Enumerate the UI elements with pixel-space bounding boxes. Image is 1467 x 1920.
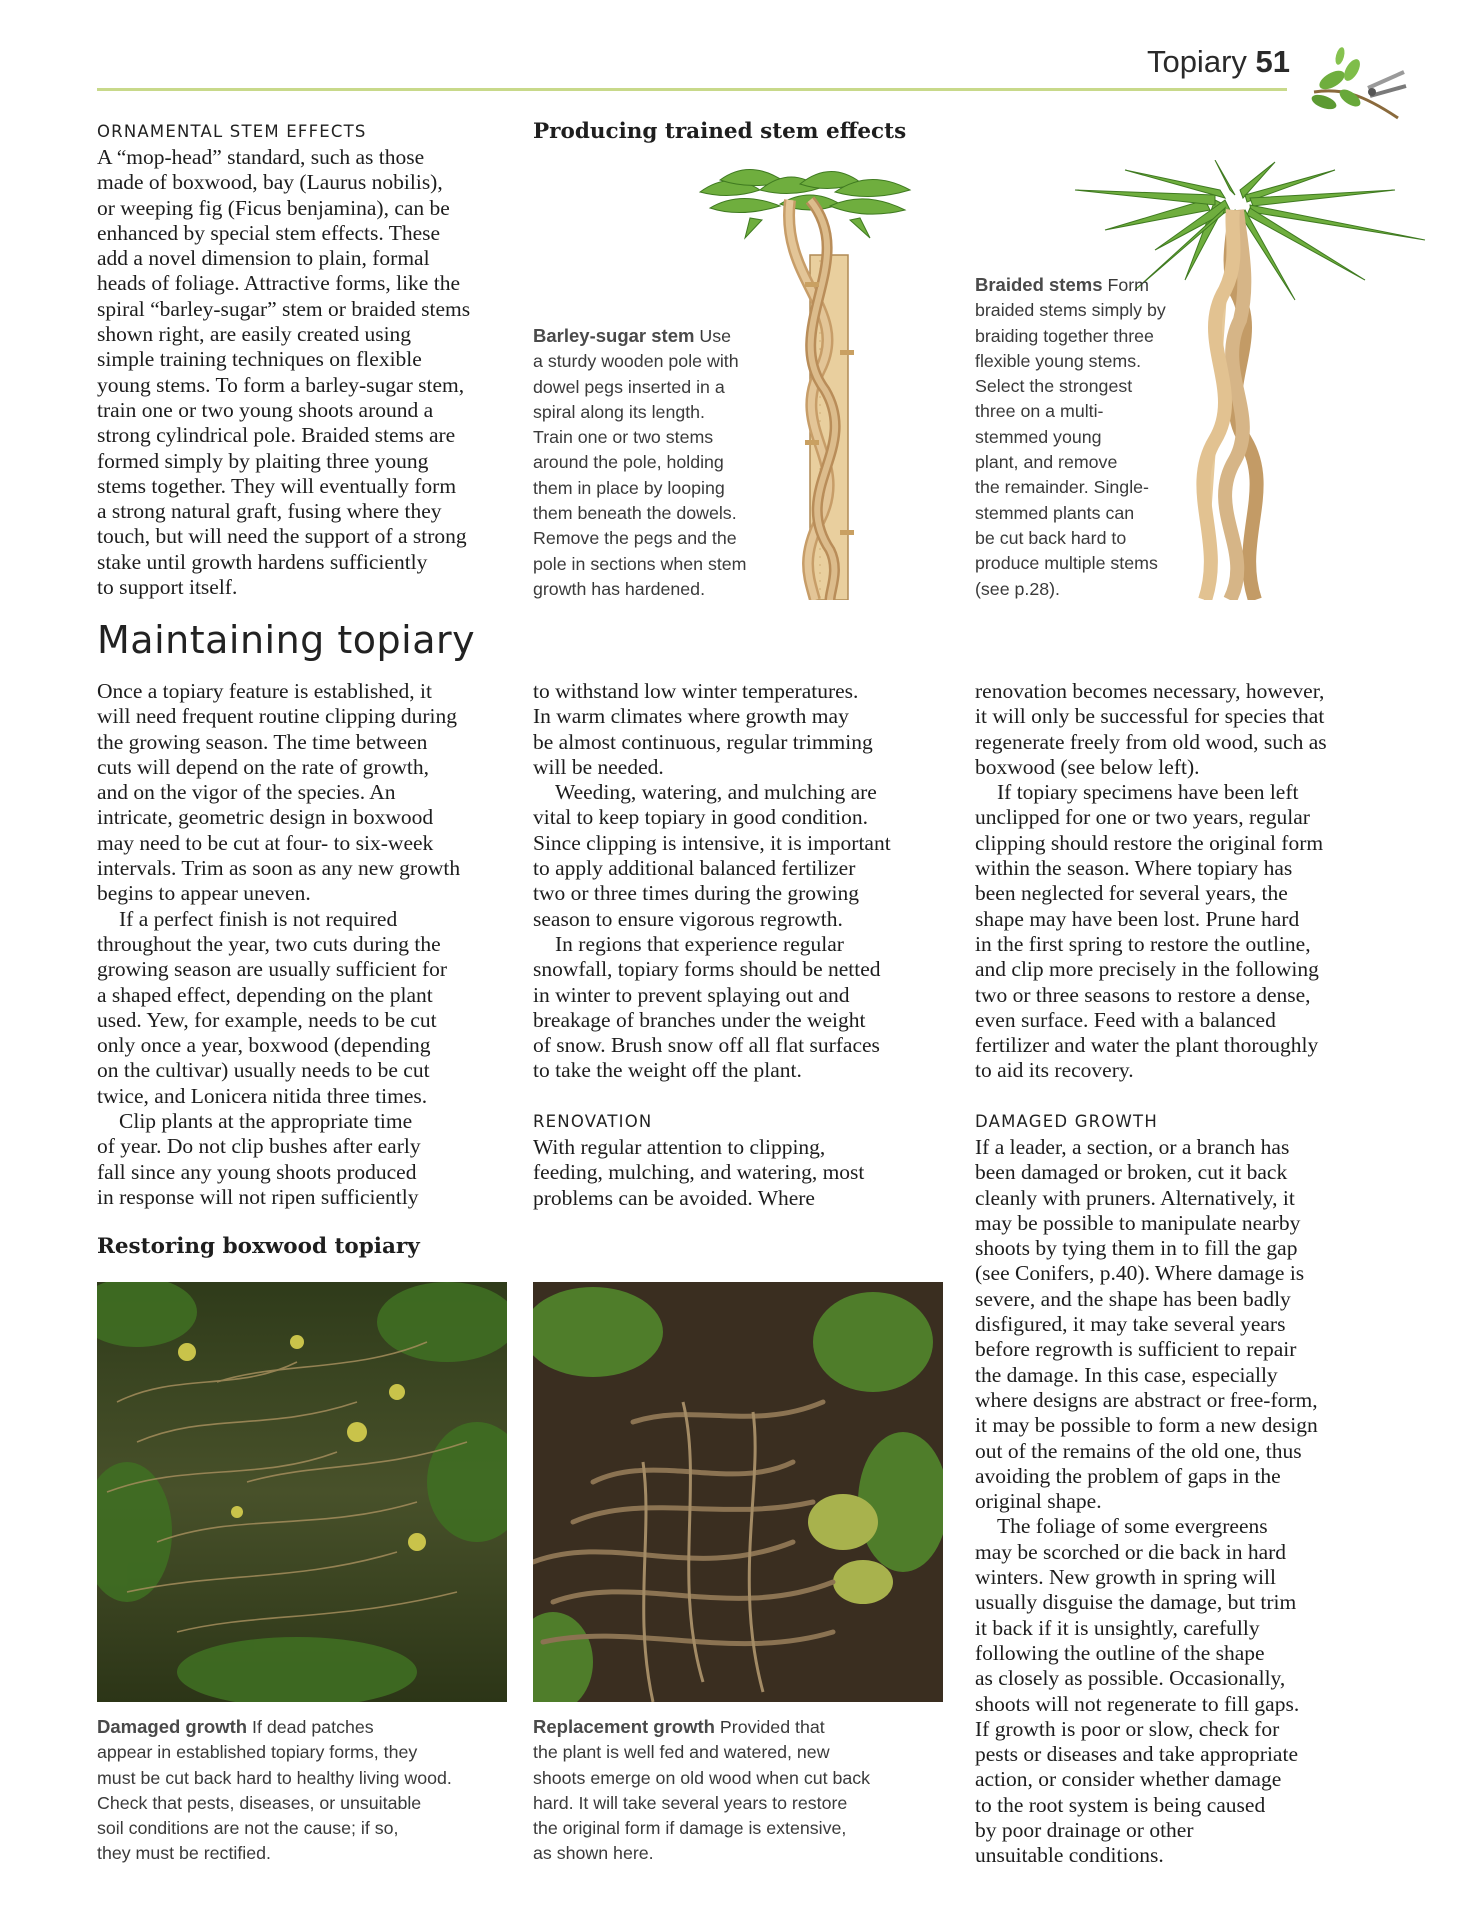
maintaining-col3-line: and clip more precisely in the following xyxy=(975,957,1319,982)
damaged-growth-line: pests or diseases and take appropriate xyxy=(975,1742,1298,1767)
barley-sugar-line: Remove the pegs and the xyxy=(533,528,737,549)
replacement-growth-text xyxy=(533,1717,870,1863)
maintaining-col3-line: within the season. Where topiary has xyxy=(975,856,1293,881)
damaged-growth-line: If growth is poor or slow, check for xyxy=(975,1716,1280,1741)
header-rule xyxy=(97,88,1287,91)
maintaining-col3-line: been neglected for several years, the xyxy=(975,881,1288,906)
damaged-growth-line: shoots by tying them in to fill the gap xyxy=(975,1236,1298,1261)
section-title: Topiary xyxy=(1146,44,1247,79)
damaged-growth-line: where designs are abstract or free-form, xyxy=(975,1387,1318,1412)
braided-stems-line: braided stems simply by xyxy=(975,300,1166,321)
damaged-growth-lead: Damaged growth xyxy=(97,1716,248,1737)
maintaining-col1-line: begins to appear uneven. xyxy=(97,881,311,906)
maintaining-col3-line: clipping should restore the original form xyxy=(975,830,1324,855)
damaged-growth-photo xyxy=(97,1282,507,1702)
renovation-line: With regular attention to clipping, xyxy=(533,1135,826,1159)
ornamental-line: stake until growth hardens sufficiently xyxy=(97,549,428,574)
damaged-growth-line: by poor drainage or other xyxy=(975,1818,1194,1843)
maintaining-col3-line: renovation becomes necessary, however, xyxy=(975,679,1325,703)
braided-stems-line: flexible young stems. xyxy=(975,350,1142,371)
maintaining-col1-paragraph xyxy=(97,1109,517,1210)
maintaining-col3-line: fertilizer and water the plant thoroughly xyxy=(975,1033,1319,1058)
maintaining-col2-line: of snow. Brush snow off all flat surfaces xyxy=(533,1033,880,1058)
page-number: 51 xyxy=(1255,44,1290,79)
damaged-growth-line: cleanly with pruners. Alternatively, it xyxy=(975,1185,1295,1210)
maintaining-col3-paragraph xyxy=(975,780,1395,1084)
barley-sugar-line: pole in sections when stem xyxy=(533,553,747,574)
damaged-growth-paragraph xyxy=(975,1514,1395,1868)
damaged-growth-heading: DAMAGED GROWTH xyxy=(975,1112,1158,1131)
damaged-growth-line: action, or consider whether damage xyxy=(975,1767,1282,1792)
damaged-growth-line: The foliage of some evergreens xyxy=(997,1514,1268,1539)
replacement-growth-photo xyxy=(533,1282,943,1702)
damaged-growth-paragraph xyxy=(975,1135,1395,1514)
ornamental-line: a strong natural graft, fusing where they xyxy=(97,499,442,524)
maintaining-col2-line: in winter to prevent splaying out and xyxy=(533,982,850,1007)
damaged-growth-line: (see Conifers, p.40). Where damage is xyxy=(975,1261,1305,1286)
maintaining-col2-line: to withstand low winter temperatures. xyxy=(533,679,859,703)
barley-sugar-line: them beneath the dowels. xyxy=(533,503,737,524)
maintaining-col1-line: used. Yew, for example, needs to be cut xyxy=(97,1007,437,1032)
barley-sugar-line: Train one or two stems xyxy=(533,427,714,448)
maintaining-col3-line: shape may have been lost. Prune hard xyxy=(975,906,1300,931)
maintaining-col1-line: and on the vigor of the species. An xyxy=(97,780,396,805)
maintaining-col3-line: two or three seasons to restore a dense, xyxy=(975,982,1311,1007)
maintaining-column-2 xyxy=(533,679,953,1084)
damaged-growth-line: may be possible to manipulate nearby xyxy=(975,1210,1301,1235)
damaged-growth-line: unsuitable conditions. xyxy=(975,1843,1164,1868)
maintaining-col3-line: boxwood (see below left). xyxy=(975,754,1200,779)
ornamental-line: strong cylindrical pole. Braided stems are xyxy=(97,423,456,448)
damaged-growth-line: original shape. xyxy=(975,1489,1102,1514)
maintaining-col2-line: to take the weight off the plant. xyxy=(533,1058,802,1083)
maintaining-column-3 xyxy=(975,679,1395,1084)
renovation-heading: RENOVATION xyxy=(533,1112,653,1131)
ornamental-line: stems together. They will eventually form xyxy=(97,473,457,498)
maintaining-col1-line: growing season are usually sufficient for xyxy=(97,957,448,982)
replacement-growth-caption xyxy=(533,1714,953,1867)
maintaining-col2-line: In regions that experience regular xyxy=(555,931,844,956)
maintaining-col1-line: intricate, geometric design in boxwood xyxy=(97,805,434,830)
pruner-and-leaf-icon xyxy=(1302,36,1412,128)
barley-sugar-caption xyxy=(533,323,783,602)
maintaining-col1-line: Clip plants at the appropriate time xyxy=(119,1109,413,1134)
barley-sugar-line: Use xyxy=(699,326,732,346)
braided-stems-line: stemmed plants can xyxy=(975,502,1135,523)
maintaining-col1-line: of year. Do not clip bushes after early xyxy=(97,1134,421,1159)
maintaining-col2-line: Weeding, watering, and mulching are xyxy=(555,780,877,805)
braided-stems-text xyxy=(975,275,1166,599)
replacement-growth-caption-line: Provided that xyxy=(719,1717,825,1737)
maintaining-col3-line: unclipped for one or two years, regular xyxy=(975,805,1310,830)
ornamental-line: touch, but will need the support of a strong xyxy=(97,524,467,549)
maintaining-col3-line: to aid its recovery. xyxy=(975,1058,1134,1083)
barley-sugar-line: dowel pegs inserted in a xyxy=(533,376,725,397)
ornamental-line: spiral “barley-sugar” stem or braided stems xyxy=(97,296,471,321)
damaged-growth-line: avoiding the problem of gaps in the xyxy=(975,1463,1281,1488)
damaged-growth-caption-line: they must be rectified. xyxy=(97,1843,271,1864)
ornamental-line: or weeping fig (Ficus benjamina), can be xyxy=(97,195,450,220)
renovation-body xyxy=(533,1135,953,1211)
renovation-line: problems can be avoided. Where xyxy=(533,1185,815,1210)
damaged-growth-line: usually disguise the damage, but trim xyxy=(975,1590,1297,1615)
ornamental-line: enhanced by special stem effects. These xyxy=(97,220,441,245)
maintaining-col3-line: regenerate freely from old wood, such as xyxy=(975,729,1327,754)
maintaining-column-1 xyxy=(97,679,517,1210)
maintaining-col2-line: two or three times during the growing xyxy=(533,881,860,906)
braided-stems-line: be cut back hard to xyxy=(975,527,1127,548)
damaged-growth-line: shoots will not regenerate to fill gaps. xyxy=(975,1691,1300,1716)
damaged-growth-line: disfigured, it may take several years xyxy=(975,1312,1286,1337)
braided-stems-line: (see p.28). xyxy=(975,578,1060,599)
maintaining-col3-line: in the first spring to restore the outline, xyxy=(975,931,1311,956)
renovation-line: feeding, mulching, and watering, most xyxy=(533,1160,865,1185)
damaged-growth-line: If a leader, a section, or a branch has xyxy=(975,1135,1290,1159)
replacement-growth-caption-line: the plant is well fed and watered, new xyxy=(533,1742,830,1763)
ornamental-line: shown right, are easily created using xyxy=(97,322,412,347)
damaged-growth-line: out of the remains of the old one, thus xyxy=(975,1438,1302,1463)
barley-sugar-line: a sturdy wooden pole with xyxy=(533,351,739,372)
maintaining-col1-line: fall since any young shoots produced xyxy=(97,1159,417,1184)
damaged-growth-caption-line: Check that pests, diseases, or unsuitable xyxy=(97,1792,422,1813)
replacement-growth-caption-line: as shown here. xyxy=(533,1843,654,1864)
braided-stems-caption xyxy=(975,272,1225,602)
braided-stems-line: stemmed young xyxy=(975,426,1102,447)
damaged-growth-line: to the root system is being caused xyxy=(975,1792,1266,1817)
ornamental-line: to support itself. xyxy=(97,575,238,600)
ornamental-line: add a novel dimension to plain, formal xyxy=(97,246,430,271)
maintaining-col2-line: be almost continuous, regular trimming xyxy=(533,729,873,754)
maintaining-col1-line: may need to be cut at four- to six-week xyxy=(97,830,434,855)
maintaining-col1-line: in response will not ripen sufficiently xyxy=(97,1184,419,1209)
braided-stems-line: the remainder. Single- xyxy=(975,477,1149,498)
damaged-growth-caption-line: appear in established topiary forms, they xyxy=(97,1742,418,1763)
maintaining-col1-line: intervals. Trim as soon as any new growth xyxy=(97,856,461,881)
replacement-growth-lead: Replacement growth xyxy=(533,1716,715,1737)
maintaining-col2-line: Since clipping is intensive, it is important xyxy=(533,830,891,855)
trained-heading: Producing trained stem effects xyxy=(533,119,907,144)
maintaining-col1-line: throughout the year, two cuts during the xyxy=(97,931,441,956)
barley-sugar-line: them in place by looping xyxy=(533,477,725,498)
maintaining-col2-paragraph xyxy=(533,932,953,1084)
braided-stems-line: Select the strongest xyxy=(975,376,1133,397)
damaged-growth-caption-line: If dead patches xyxy=(252,1717,374,1737)
maintaining-col3-paragraph xyxy=(975,679,1395,780)
damaged-growth-line: the damage. In this case, especially xyxy=(975,1362,1278,1387)
ornamental-line: simple training techniques on flexible xyxy=(97,347,422,372)
damaged-growth-line: before regrowth is sufficient to repair xyxy=(975,1337,1297,1362)
running-header xyxy=(1090,44,1290,80)
maintaining-col1-line: will need frequent routine clipping during xyxy=(97,704,458,729)
maintaining-col3-line: even surface. Feed with a balanced xyxy=(975,1007,1276,1032)
maintaining-col1-line: cuts will depend on the rate of growth, xyxy=(97,754,429,779)
damaged-growth-line: may be scorched or die back in hard xyxy=(975,1539,1287,1564)
damaged-growth-caption xyxy=(97,1714,517,1867)
replacement-growth-caption-line: hard. It will take several years to restore xyxy=(533,1792,848,1813)
maintaining-col2-paragraph xyxy=(533,679,953,780)
ornamental-body xyxy=(97,145,517,600)
braided-stems-line: produce multiple stems xyxy=(975,553,1158,574)
replacement-growth-caption-line: shoots emerge on old wood when cut back xyxy=(533,1767,871,1788)
maintaining-col1-line: If a perfect finish is not required xyxy=(119,906,398,931)
maintaining-col3-line: If topiary specimens have been left xyxy=(997,780,1299,805)
maintaining-col2-paragraph xyxy=(533,780,953,932)
ornamental-line: train one or two young shoots around a xyxy=(97,397,434,422)
maintaining-col3-line: it will only be successful for species that xyxy=(975,704,1325,729)
ornamental-line: A “mop-head” standard, such as those xyxy=(97,145,425,169)
barley-sugar-text xyxy=(533,326,747,599)
maintaining-col1-line: Once a topiary feature is established, it xyxy=(97,679,432,703)
ornamental-line: formed simply by plaiting three young xyxy=(97,448,429,473)
barley-sugar-lead: Barley-sugar stem xyxy=(533,325,695,346)
damaged-growth-line: severe, and the shape has been badly xyxy=(975,1286,1291,1311)
braided-stems-lead: Braided stems xyxy=(975,274,1103,295)
maintaining-col2-line: to apply additional balanced fertilizer xyxy=(533,856,856,881)
replacement-growth-caption-line: the original form if damage is extensive, xyxy=(533,1818,847,1839)
ornamental-heading: ORNAMENTAL STEM EFFECTS xyxy=(97,122,367,141)
maintaining-col2-line: season to ensure vigorous regrowth. xyxy=(533,906,843,931)
barley-sugar-line: spiral along its length. xyxy=(533,401,705,422)
braided-stems-line: Form xyxy=(1107,275,1149,295)
maintaining-col2-line: will be needed. xyxy=(533,754,664,779)
damaged-growth-body xyxy=(975,1135,1395,1869)
damaged-growth-line: it back if it is unsightly, carefully xyxy=(975,1615,1260,1640)
maintaining-col1-line: only once a year, boxwood (depending xyxy=(97,1033,431,1058)
braided-stems-line: braiding together three xyxy=(975,325,1154,346)
restoring-heading: Restoring boxwood topiary xyxy=(97,1234,420,1259)
barley-sugar-line: growth has hardened. xyxy=(533,578,706,599)
ornamental-line: heads of foliage. Attractive forms, like the xyxy=(97,271,460,296)
damaged-growth-line: following the outline of the shape xyxy=(975,1640,1265,1665)
ornamental-line: young stems. To form a barley-sugar stem, xyxy=(97,372,465,397)
maintaining-col1-line: twice, and Lonicera nitida three times. xyxy=(97,1083,428,1108)
maintaining-col1-paragraph xyxy=(97,679,517,907)
braided-stems-line: plant, and remove xyxy=(975,452,1118,473)
maintaining-heading: Maintaining topiary xyxy=(97,618,476,662)
maintaining-col1-paragraph xyxy=(97,907,517,1109)
damaged-growth-line: as closely as possible. Occasionally, xyxy=(975,1666,1286,1691)
damaged-growth-line: it may be possible to form a new design xyxy=(975,1413,1318,1438)
maintaining-col1-line: the growing season. The time between xyxy=(97,729,428,754)
damaged-growth-caption-line: must be cut back hard to healthy living wood. xyxy=(97,1767,452,1788)
maintaining-col2-line: breakage of branches under the weight xyxy=(533,1007,866,1032)
maintaining-col2-line: snowfall, topiary forms should be netted xyxy=(533,957,881,982)
damaged-growth-caption-line: soil conditions are not the cause; if so, xyxy=(97,1818,399,1839)
maintaining-col2-line: vital to keep topiary in good condition. xyxy=(533,805,868,830)
barley-sugar-line: around the pole, holding xyxy=(533,452,724,473)
damaged-growth-line: been damaged or broken, cut it back xyxy=(975,1160,1288,1185)
damaged-growth-text xyxy=(97,1717,452,1863)
maintaining-col1-line: on the cultivar) usually needs to be cut xyxy=(97,1058,430,1083)
maintaining-col1-line: a shaped effect, depending on the plant xyxy=(97,982,433,1007)
ornamental-line: made of boxwood, bay (Laurus nobilis), xyxy=(97,170,443,195)
braided-stems-line: three on a multi- xyxy=(975,401,1104,422)
damaged-growth-line: winters. New growth in spring will xyxy=(975,1565,1276,1590)
maintaining-col2-line: In warm climates where growth may xyxy=(533,704,849,729)
